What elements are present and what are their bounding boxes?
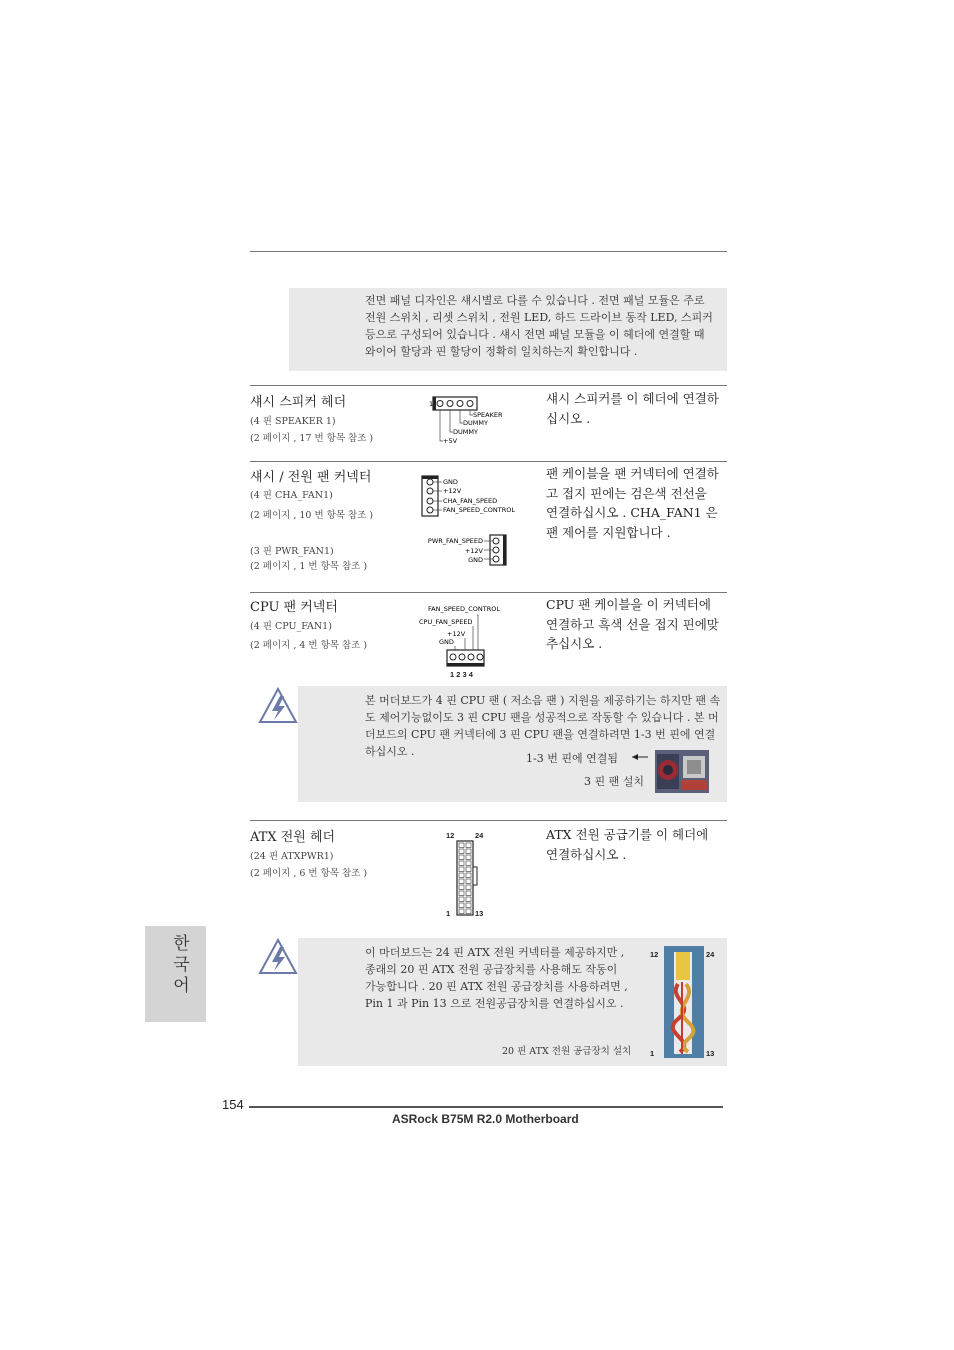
top-rule [250,251,727,252]
fan-sub3: (3 핀 PWR_FAN1) [250,546,334,557]
cpu-pin-numbers: 1 2 3 4 [450,670,473,679]
intro-note-text [365,292,725,360]
atx-pin [466,861,471,866]
atx-pin [459,879,464,884]
pin-circle [467,401,473,407]
atx-pin [466,891,471,896]
fan-install-photo [655,750,709,793]
atx-note-text [365,944,645,1012]
cpu-title: CPU 팬 커넥터 [250,600,338,615]
speaker-desc [546,389,719,428]
warning-icon [257,686,299,726]
atx-pin [466,909,471,914]
section-rule [250,385,727,386]
fan-desc-line: 연결하십시오 . CHA_FAN1 은 [546,505,718,520]
pin-circle [457,401,463,407]
atx-desc [546,825,708,864]
atx-desc-line: 연결하십시오 . [546,846,627,862]
pin-circle [447,401,453,407]
cpu-note-label2: 3 핀 팬 설치 [584,775,644,788]
section-rule [250,592,727,593]
atx-pin [466,879,471,884]
cpu-sub2: (2 페이지 , 4 번 항목 참조 ) [250,640,368,651]
pin-circle [427,498,433,504]
atx-pin [466,903,471,908]
atx-pin [459,891,464,896]
pin-circle [450,654,456,660]
atx-pin [466,885,471,890]
cpu-note-line: 더보드의 CPU 팬 커넥터에 3 핀 CPU 팬을 연결하려면 1-3 번 핀에 연결 [365,728,716,741]
fan-title: 섀시 / 전원 팬 커넥터 [250,470,372,485]
intro-note [289,288,727,371]
pin-circle [493,538,499,544]
atx-latch [473,867,477,885]
cha-pin-label: FAN_SPEED_CONTROL [443,506,515,514]
atx-note-line: 이 마더보드는 24 핀 ATX 전원 커넥터를 제공하지만 , [365,946,625,959]
pin-circle [427,488,433,494]
fan-desc-line: 팬 케이블을 팬 커넥터에 연결하 [546,466,719,481]
lead-line [477,615,478,652]
cha-pin-label: CHA_FAN_SPEED [443,497,498,505]
fan-sub2: (2 페이지 , 10 번 항목 참조 ) [250,510,374,521]
speaker-desc-line: 십시오 . [546,410,591,426]
atx-note-line: 가능합니다 . 20 핀 ATX 전원 공급장치를 사용하려면 , [365,980,628,993]
atx-label-24: 24 [475,831,484,840]
atx-pin [466,855,471,860]
pin-circle [477,654,483,660]
cpu-fan-connector-diagram [415,600,525,682]
fan-desc-line: 고 접지 핀에는 검은색 전선을 [546,485,707,501]
atx-note [298,938,727,1066]
fan-sub1: (4 핀 CHA_FAN1) [250,490,333,501]
atx-pin [459,855,464,860]
pwr-pin-label: PWR_FAN_SPEED [427,537,483,545]
atx-pin [459,843,464,848]
intro-line: 전원 스위치 , 리셋 스위치 , 전원 LED, 하드 드라이브 동작 LED, 스피커 [365,311,713,324]
atx-pin [459,885,464,890]
speaker-header-diagram [425,392,535,447]
atx-photo-label-12: 12 [650,950,659,959]
pin-circle [427,507,433,513]
warning-icon [257,937,299,977]
speaker-sub2: (2 페이지 , 17 번 항목 참조 ) [250,433,374,444]
atx-pin [466,897,471,902]
cpu-note-line: 본 머더보드가 4 핀 CPU 팬 ( 저소음 팬 ) 지원을 제공하기는 하지만 팬 속 [365,694,721,707]
pwr-fan-marker [503,535,506,565]
pin-circle [468,654,474,660]
atx-pin [466,843,471,848]
cpu-desc-line: CPU 팬 케이블을 이 커넥터에 [546,597,711,612]
pin-circle [459,654,465,660]
pin-circle [437,401,443,407]
atx-photo-label-13: 13 [706,1049,715,1058]
atx-note-line: Pin 1 과 Pin 13 으로 전원공급장치를 연결하십시오 . [365,997,624,1010]
atx-pin [459,897,464,902]
pwr-pin-label: +12V [464,547,483,555]
cha-pin-label: +12V [443,487,462,495]
cpu-desc [546,595,719,654]
cpu-pin-label: CPU_FAN_SPEED [419,618,473,626]
speaker-pin1-marker [433,397,436,410]
atx-photo-label-24: 24 [706,950,715,959]
page-number: 154 [222,1097,244,1112]
intro-line: 전면 패널 디자인은 섀시별로 다를 수 있습니다 . 전면 패널 모듈은 주로 [365,294,705,307]
atx-connector-diagram [440,829,490,921]
speaker-pin-label: DUMMY [463,419,488,427]
speaker-pin1-label: 1 [429,400,434,408]
atx-label-13: 13 [475,909,484,918]
atx-title: ATX 전원 헤더 [250,830,336,845]
cha-pin-label: GND [443,478,458,486]
speaker-sub1: (4 핀 SPEAKER 1) [250,416,336,427]
pwr-pin-label: GND [468,556,483,564]
atx-pin [466,873,471,878]
intro-line: 와이어 할당과 핀 할당이 정확히 일치하는지 확인합니다 . [365,345,638,358]
speaker-pin-label: SPEAKER [473,411,503,419]
atx-sub1: (24 핀 ATXPWR1) [250,851,334,862]
cpu-sub1: (4 핀 CPU_FAN1) [250,621,332,632]
speaker-title: 섀시 스피커 헤더 [250,395,347,410]
atx-desc-line: ATX 전원 공급기를 이 헤더에 [546,827,709,842]
atx-pin [459,861,464,866]
intro-line: 등으로 구성되어 있습니다 . 섀시 전면 패널 모듈을 이 헤더에 연결할 때 [365,328,705,341]
cpu-note-line: 하십시오 . [365,745,415,758]
footer-rule [249,1106,723,1108]
atx-note-line: 종래의 20 핀 ATX 전원 공급장치를 사용해도 작동이 [365,963,618,976]
atx-pin [459,909,464,914]
speaker-desc-line: 섀시 스피커를 이 헤더에 연결하 [546,391,719,406]
atx-install-photo [648,944,722,1062]
cpu-note-label1: 1-3 번 핀에 연결됨 [526,752,618,765]
cpu-desc-line: 연결하고 흑색 선을 접지 핀에맞 [546,616,719,632]
atx-pin [459,867,464,872]
language-side-tab [145,926,206,1022]
section-rule [250,820,727,821]
section-rule [250,461,727,462]
cpu-pin-label: FAN_SPEED_CONTROL [428,605,500,613]
atx-sub2: (2 페이지 , 6 번 항목 참조 ) [250,868,368,879]
arrow-left-icon [630,752,650,762]
language-side-tab-label: 한국어 [169,934,189,997]
atx-pin [459,849,464,854]
atx-pin [459,903,464,908]
cpu-fan-marker [447,663,484,666]
fan-sub4: (2 페이지 , 1 번 항목 참조 ) [250,561,368,572]
atx-pin [466,849,471,854]
speaker-pin-label: DUMMY [453,428,478,436]
cpu-pin-label: +12V [447,630,466,638]
footer-title: ASRock B75M R2.0 Motherboard [392,1112,579,1126]
atx-note-caption: 20 핀 ATX 전원 공급장치 설치 [502,1046,632,1057]
cpu-note [298,686,727,802]
pin-circle [427,479,433,485]
pin-circle [493,556,499,562]
cpu-desc-line: 추십시오 . [546,636,603,651]
atx-pin [459,873,464,878]
fan-desc [546,464,719,542]
atx-pin [466,867,471,872]
atx-label-1: 1 [446,909,451,918]
fan-connector-diagram [418,472,538,572]
atx-label-12: 12 [446,831,455,840]
cpu-note-line: 도 제어기능없이도 3 핀 CPU 팬을 성공적으로 작동할 수 있습니다 . 본 머 [365,711,719,724]
cpu-pin-label: GND [439,638,454,646]
speaker-pin-label: +5V [443,437,458,445]
fan-desc-line: 팬 제어를 지원합니다 . [546,524,671,540]
pin-circle [493,547,499,553]
atx-photo-label-1: 1 [650,1049,655,1058]
